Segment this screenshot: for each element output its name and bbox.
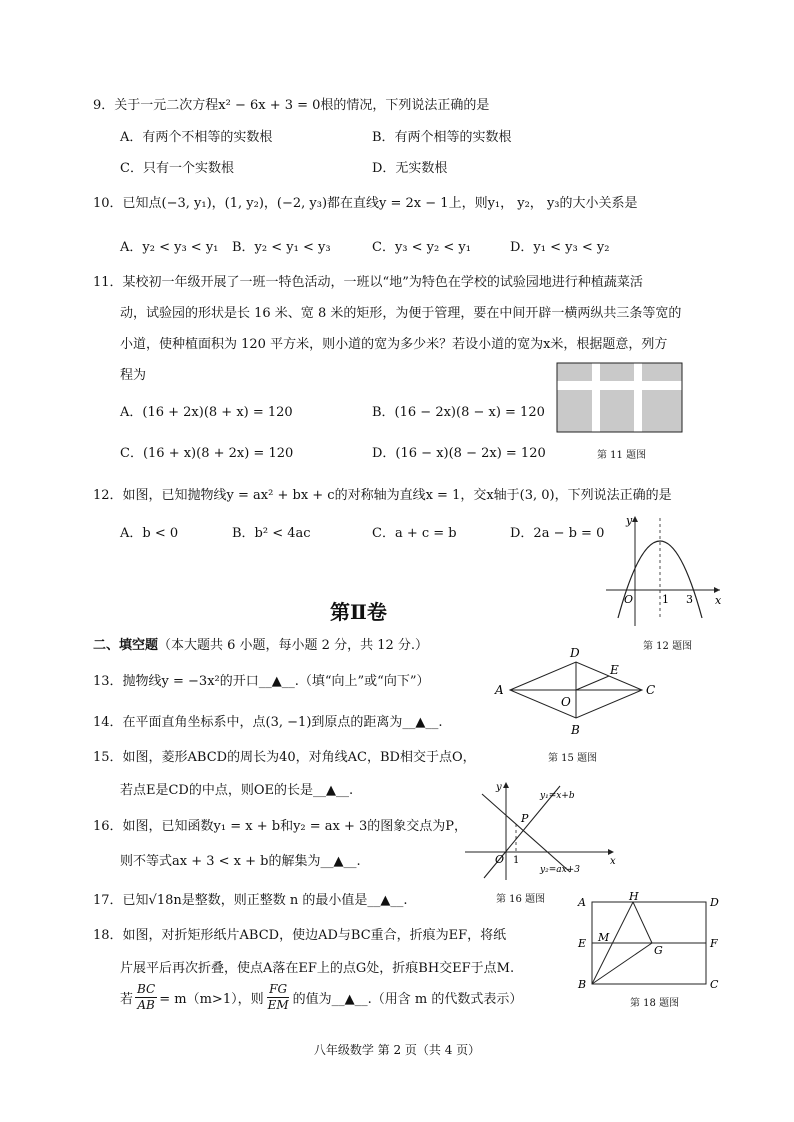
q16-label-one: 1 (513, 855, 520, 866)
q18-frac1-num: BC (137, 982, 156, 996)
q11-line3: 小道，使种植面积为 120 平方米，则小道的宽为多少米？若设小道的宽为x米，根据题意，列方 (120, 337, 668, 352)
q12-figure (598, 508, 728, 628)
q11-option-b: B．(16 − 2x)(8 − x) = 120 (372, 405, 545, 420)
q15-caption: 第 15 题图 (548, 753, 598, 764)
q11-option-d: D．(16 − x)(8 − 2x) = 120 (372, 446, 546, 461)
q18-line3-prefix: 若 (120, 992, 134, 1007)
q18-frac2-den: EM (267, 998, 289, 1012)
q16-label-line1: y₁=x+b (540, 791, 575, 801)
q18-label-f: F (710, 937, 718, 950)
q12-option-b: B．b² < 4ac (232, 526, 311, 541)
q9-option-d: D．无实数根 (372, 161, 448, 176)
q18-line1: 18．如图，对折矩形纸片ABCD，使边AD与BC重合，折痕为EF，将纸 (93, 928, 507, 943)
q11-line4: 程为 (120, 368, 147, 383)
q18-label-h: H (629, 890, 639, 903)
q9-option-a: A．有两个不相等的实数根 (120, 130, 273, 145)
q18-label-m: M (598, 931, 610, 944)
q12-stem: 12．如图，已知抛物线y = ax² + bx + c的对称轴为直线x = 1，交x轴于(3, 0)，下列说法正确的是 (93, 488, 672, 503)
q10-stem: 10．已知点(−3, y₁)，(1, y₂)，(−2, y₃)都在直线y = 2x − 1上，则y₁， y₂， y₃的大小关系是 (93, 196, 638, 211)
q10-option-c: C．y₃ < y₂ < y₁ (372, 240, 471, 255)
q12-option-c: C．a + c = b (372, 526, 457, 541)
q10-option-d: D．y₁ < y₃ < y₂ (510, 240, 610, 255)
q18-label-a: A (578, 896, 586, 909)
q15-label-c: C (646, 683, 656, 697)
q12-option-a: A．b < 0 (120, 526, 179, 541)
q16-label-line2: y₂=ax+3 (540, 865, 580, 875)
q9-option-b: B．有两个相等的实数根 (372, 130, 512, 145)
q12-label-three: 3 (686, 593, 693, 606)
q18-segment-bg (592, 943, 652, 984)
q15-label-a: A (495, 683, 504, 697)
q15-label-e: E (610, 663, 619, 677)
q18-fraction-fg-em (266, 982, 291, 1013)
q9-option-c: C．只有一个实数根 (120, 161, 234, 176)
q15-label-b: B (571, 723, 580, 737)
q9-stem: 9．关于一元二次方程x² − 6x + 3 = 0根的情况，下列说法正确的是 (93, 98, 490, 113)
q18-label-b: B (578, 978, 587, 991)
q15-segment-oe (576, 676, 609, 690)
q11-line2: 动，试验园的形状是长 16 米、宽 8 米的矩形，为便于管理，要在中间开辟一横两纵共三条等宽的 (120, 306, 682, 321)
q12-caption: 第 12 题图 (643, 641, 693, 652)
q13-text: 13．抛物线y = −3x²的开口__▲__.（填“向上”或“向下”） (93, 674, 430, 689)
q18-segment-hg (633, 902, 652, 943)
part2-title: 第Ⅱ卷 (330, 600, 387, 624)
q15-label-d: D (570, 646, 580, 660)
q15-line2: 若点E是CD的中点，则OE的长是__▲__. (120, 783, 354, 798)
q11-line1: 11．某校初一年级开展了一班一特色活动，一班以“地”为特色在学校的试验园地进行种植蔬菜活 (93, 275, 643, 290)
q16-label-origin: O (495, 853, 505, 866)
q18-frac1-den: AB (137, 998, 155, 1012)
q12-option-d: D．2a − b = 0 (510, 526, 605, 541)
q15-label-o: O (561, 695, 571, 709)
page-footer: 八年级数学 第 2 页（共 4 页） (313, 1043, 481, 1057)
q18-label-g: G (654, 944, 663, 957)
q18-line2: 片展平后再次折叠，使点A落在EF上的点G处，折痕BH交EF于点M. (120, 961, 515, 976)
q18-figure (570, 890, 730, 994)
q14-text: 14．在平面直角坐标系中，点(3, −1)到原点的距离为__▲__. (93, 715, 443, 730)
q18-fraction-bc-ab (135, 982, 157, 1013)
q12-label-x: x (715, 594, 722, 607)
q11-caption: 第 11 题图 (597, 450, 647, 461)
q15-figure (490, 642, 670, 742)
q18-line3 (120, 982, 522, 1013)
q15-line1: 15．如图，菱形ABCD的周长为40，对角线AC，BD相交于点O， (93, 750, 476, 765)
q16-line2: 则不等式ax + 3 < x + b的解集为__▲__. (120, 854, 361, 869)
q16-label-y: y (496, 782, 502, 793)
q18-label-e: E (578, 937, 587, 950)
q18-line3-mid: = m（m>1），则 (159, 992, 264, 1007)
part2-section-label: 二、填空题 (93, 638, 159, 653)
q18-line3-suffix: 的值为__▲__.（用含 m 的代数式表示） (292, 992, 523, 1007)
q16-label-x: x (610, 856, 616, 867)
q18-frac2-num: FG (269, 982, 288, 996)
q16-figure (460, 772, 620, 882)
q11-option-c: C．(16 + x)(8 + 2x) = 120 (120, 446, 294, 461)
q16-line1: 16．如图，已知函数y₁ = x + b和y₂ = ax + 3的图象交点为P， (93, 819, 468, 834)
q12-label-one: 1 (662, 593, 669, 606)
q17-text: 17．已知√18n是整数，则正整数 n 的最小值是__▲__. (93, 893, 408, 908)
q18-label-d: D (710, 896, 719, 909)
q12-label-origin: O (624, 593, 634, 606)
q16-label-p: P (521, 812, 529, 825)
q12-label-y: y (626, 514, 633, 527)
q18-caption: 第 18 题图 (630, 998, 680, 1009)
part2-section-heading (93, 634, 428, 653)
q11-figure (556, 362, 684, 434)
q16-caption: 第 16 题图 (496, 894, 546, 905)
part2-section-note: （本大题共 6 小题，每小题 2 分，共 12 分.） (158, 638, 429, 653)
q11-option-a: A．(16 + 2x)(8 + x) = 120 (120, 405, 293, 420)
q10-option-b: B．y₂ < y₁ < y₃ (232, 240, 331, 255)
q10-option-a: A．y₂ < y₃ < y₁ (120, 240, 219, 255)
q18-label-c: C (710, 978, 719, 991)
